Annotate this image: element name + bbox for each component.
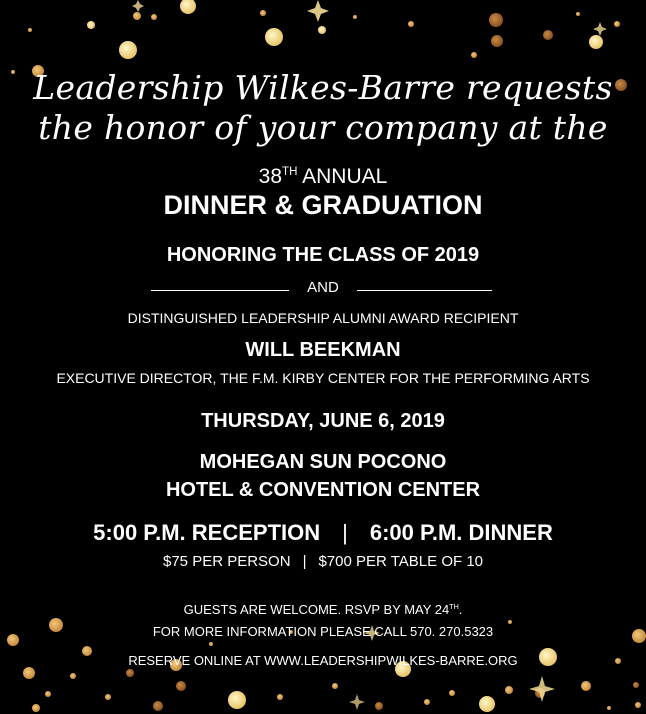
annual-suffix: TH [282, 165, 298, 178]
guests-end: . [458, 602, 463, 617]
reception-time: 5:00 P.M. RECEPTION [93, 520, 321, 545]
price-per-table: $700 PER TABLE OF 10 [318, 553, 483, 570]
guests-suffix: TH [449, 603, 459, 611]
script-line-1: Leadership Wilkes-Barre requests [33, 68, 613, 107]
price-line [0, 553, 646, 570]
annual-word: ANNUAL [302, 165, 388, 188]
venue-line-1: MOHEGAN SUN POCONO [199, 451, 447, 473]
guests-text: GUESTS ARE WELCOME. RSVP BY MAY 24 [183, 602, 450, 617]
guests-line [0, 602, 646, 617]
event-title: DINNER & GRADUATION [163, 190, 483, 220]
event-date: THURSDAY, JUNE 6, 2019 [201, 410, 445, 432]
right-divider [357, 290, 492, 291]
annual-number: 38 [258, 165, 283, 188]
price-separator: | [302, 553, 307, 570]
info-line: FOR MORE INFORMATION PLEASE CALL 570. 270.5323 [152, 624, 494, 639]
award-line: DISTINGUISHED LEADERSHIP ALUMNI AWARD RECIPIENT [127, 310, 519, 326]
and-text: AND [307, 279, 339, 296]
recipient-title: EXECUTIVE DIRECTOR, THE F.M. KIRBY CENTER FOR THE PERFORMING ARTS [56, 370, 590, 386]
dinner-time: 6:00 P.M. DINNER [369, 520, 553, 545]
schedule-line [0, 520, 646, 546]
annual-line [0, 165, 646, 189]
venue-line-2: HOTEL & CONVENTION CENTER [165, 479, 481, 501]
price-per-person: $75 PER PERSON [163, 553, 291, 570]
honoring-line: HONORING THE CLASS OF 2019 [166, 244, 480, 266]
schedule-separator: | [342, 520, 348, 545]
script-line-2: the honor of your company at the [38, 108, 608, 147]
reserve-line: RESERVE ONLINE AT WWW.LEADERSHIPWILKES-BARRE.ORG [128, 653, 518, 668]
recipient-name: WILL BEEKMAN [245, 339, 401, 361]
